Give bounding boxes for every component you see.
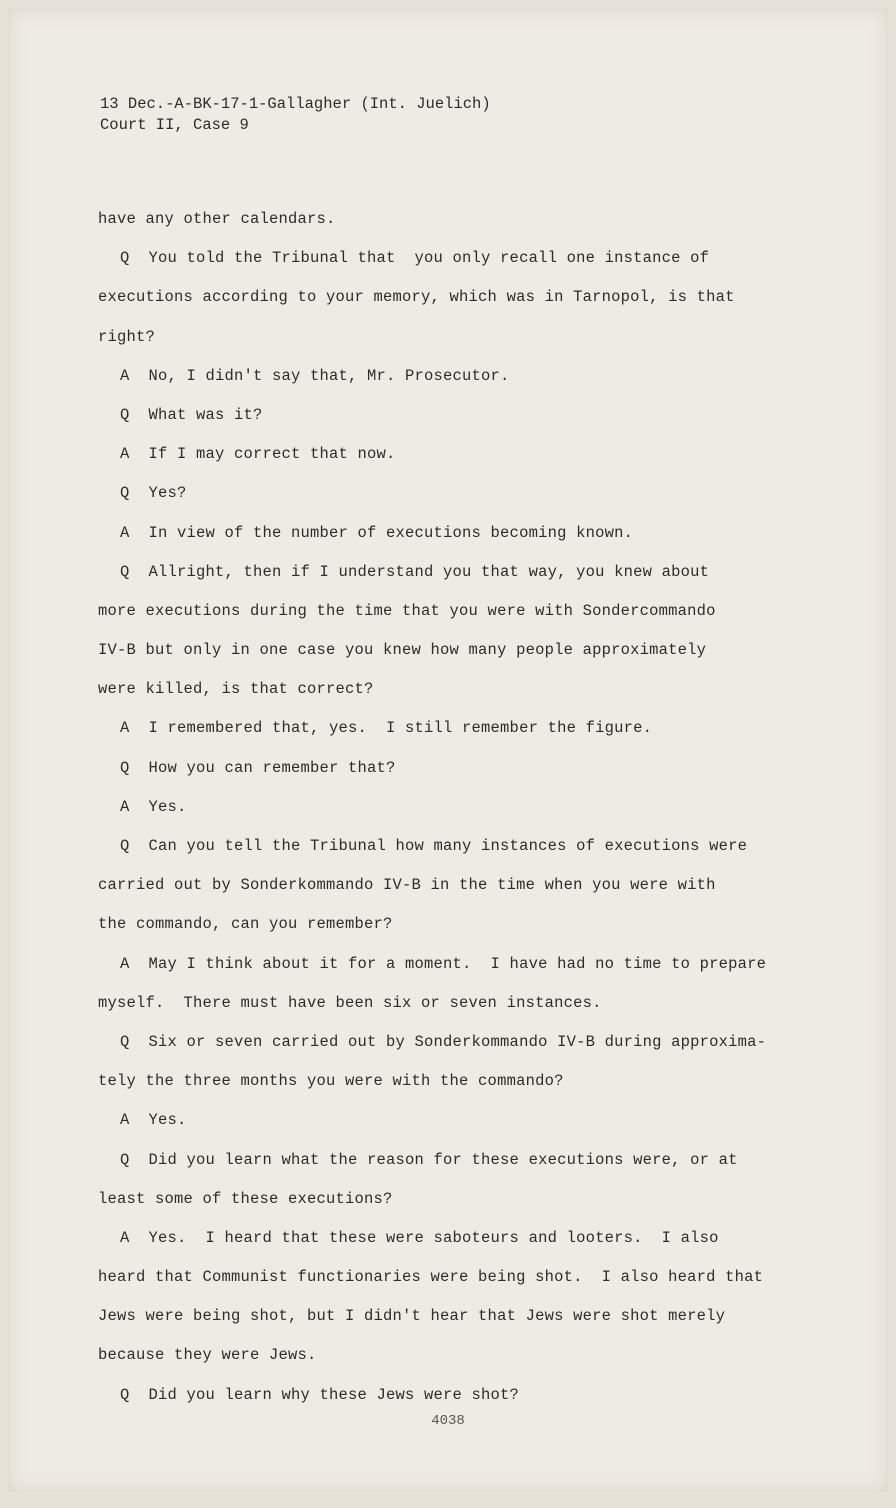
transcript-line: Q Did you learn why these Jews were shot? (120, 1385, 520, 1404)
transcript-line: Q What was it? (120, 405, 263, 424)
transcript-line: Q Can you tell the Tribunal how many instances of executions were (120, 837, 748, 855)
transcript-line: Jews were being shot, but I didn't hear that Jews were shot merely (98, 1307, 726, 1326)
transcript-line: myself. There must have been six or seven instances. (98, 993, 602, 1012)
transcript-line: A I remembered that, yes. I still remember the figure. (120, 719, 653, 738)
transcript-line: A May I think about it for a moment. I have had no time to prepare (120, 954, 767, 973)
transcript-line: Q How you can remember that? (120, 758, 396, 777)
transcript-line: were killed, is that correct? (98, 680, 374, 699)
transcript-line: A Yes. (120, 797, 187, 816)
transcript-line: the commando, can you remember? (98, 915, 393, 934)
transcript-line: A No, I didn't say that, Mr. Prosecutor. (120, 366, 510, 385)
transcript-line: Q Allright, then if I understand you that way, you knew about (120, 562, 710, 581)
transcript-line: because they were Jews. (98, 1346, 317, 1365)
transcript-line: tely the three months you were with the commando? (98, 1072, 564, 1091)
transcript-line: executions according to your memory, which was in Tarnopol, is that (98, 288, 735, 307)
document-header (100, 94, 491, 136)
page-number: 4038 (431, 1413, 465, 1429)
transcript-line: Q You told the Tribunal that you only recall one instance of (120, 249, 710, 268)
transcript-line: more executions during the time that you were with Sondercommando (98, 601, 716, 620)
transcript-line: A Yes. I heard that these were saboteurs and looters. I also (120, 1228, 719, 1247)
header-session-line: 13 Dec.-A-BK-17-1-Gallagher (Int. Juelich) (100, 95, 491, 113)
transcript-line: have any other calendars. (98, 210, 336, 228)
transcript-line: A If I may correct that now. (120, 445, 396, 464)
transcript-line: right? (98, 327, 156, 346)
transcript-line: A In view of the number of executions becoming known. (120, 523, 634, 542)
transcript-line: IV-B but only in one case you knew how many people approximately (98, 641, 707, 660)
transcript-line: least some of these executions? (98, 1189, 393, 1208)
transcript-line: A Yes. (120, 1111, 187, 1130)
transcript-line: Q Six or seven carried out by Sonderkommando IV-B during approxima- (120, 1032, 767, 1051)
transcript-line: Q Yes? (120, 484, 187, 503)
transcript-line: heard that Communist functionaries were being shot. I also heard that (98, 1268, 764, 1287)
header-court-line: Court II, Case 9 (100, 116, 249, 134)
transcript-body (98, 200, 818, 1415)
document-page (8, 8, 888, 1492)
transcript-line: carried out by Sonderkommando IV-B in the time when you were with (98, 876, 716, 895)
transcript-line: Q Did you learn what the reason for these executions were, or at (120, 1150, 738, 1169)
